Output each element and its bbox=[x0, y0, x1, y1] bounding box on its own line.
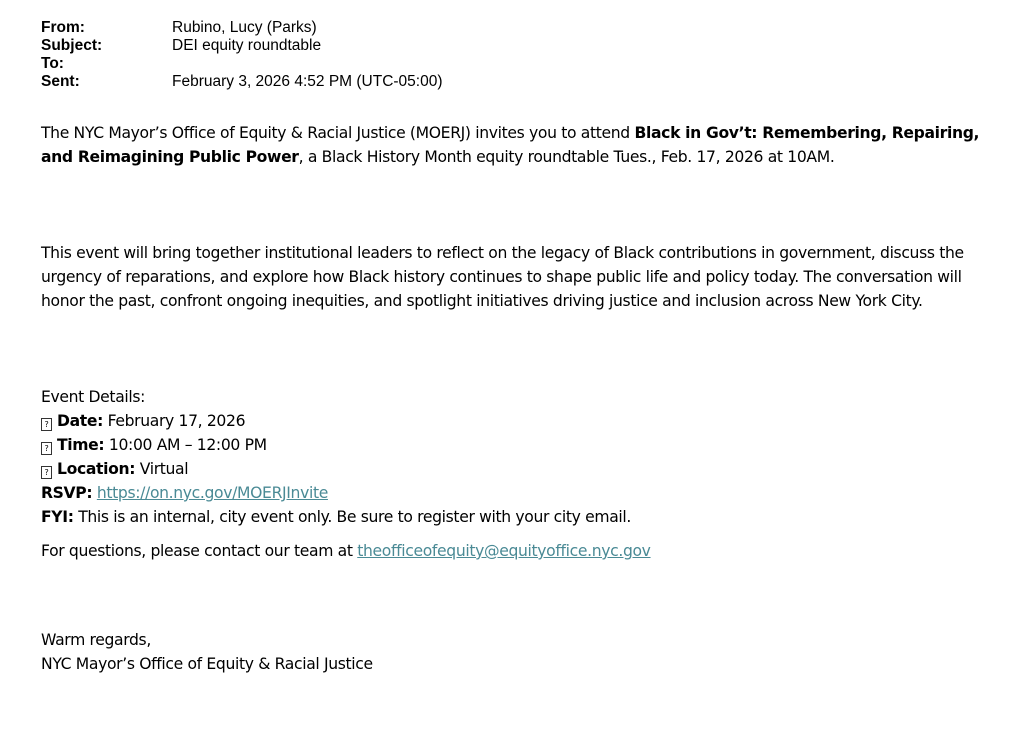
description-paragraph: This event will bring together institutional leaders to reflect on the legacy of Black contributions in government, discuss the urgency of reparations, and explore how Black history continues to shape public life and policy today. The conversation will honor the past, confront ongoing inequities, and spotlight initiatives driving justice and inclusion across New York City. bbox=[41, 244, 964, 310]
subject-label: Subject: bbox=[41, 37, 103, 54]
intro-post: , a Black History Month equity roundtable Tues., Feb. 17, 2026 at 10AM. bbox=[298, 148, 835, 166]
sent-row bbox=[41, 73, 443, 91]
details-heading: Event Details: bbox=[41, 388, 146, 406]
intro-paragraph bbox=[41, 121, 1001, 169]
fyi-row bbox=[41, 505, 1001, 529]
from-label: From: bbox=[41, 19, 85, 36]
intro-pre: The NYC Mayor’s Office of Equity & Racial Justice (MOERJ) invites you to attend bbox=[41, 124, 635, 142]
time-row bbox=[41, 433, 1001, 457]
subject-value: DEI equity roundtable bbox=[172, 37, 322, 54]
location-label: Location: bbox=[57, 460, 136, 478]
location-row bbox=[41, 457, 1001, 481]
clock-icon: ? bbox=[41, 442, 52, 455]
sent-label: Sent: bbox=[41, 73, 80, 90]
rsvp-label: RSVP: bbox=[41, 484, 93, 502]
closing-signature: NYC Mayor’s Office of Equity & Racial Justice bbox=[41, 655, 373, 673]
date-label: Date: bbox=[57, 412, 103, 430]
time-value: 10:00 AM – 12:00 PM bbox=[104, 436, 267, 454]
fyi-value: This is an internal, city event only. Be sure to register with your city email. bbox=[73, 508, 631, 526]
date-row bbox=[41, 409, 1001, 433]
email-header bbox=[41, 19, 443, 91]
location-value: Virtual bbox=[135, 460, 189, 478]
date-value: February 17, 2026 bbox=[102, 412, 246, 430]
location-pin-icon: ? bbox=[41, 466, 52, 479]
time-label: Time: bbox=[57, 436, 105, 454]
sent-value: February 3, 2026 4:52 PM (UTC-05:00) bbox=[172, 73, 443, 90]
questions-paragraph bbox=[41, 539, 1001, 563]
event-title: Black in Gov’t: Remembering, Repairing, and Reimagining Public Power bbox=[41, 124, 980, 166]
from-value: Rubino, Lucy (Parks) bbox=[172, 19, 317, 36]
subject-row bbox=[41, 37, 443, 55]
to-row bbox=[41, 55, 443, 73]
event-details bbox=[41, 385, 1001, 529]
questions-pre: For questions, please contact our team at bbox=[41, 542, 358, 560]
rsvp-link[interactable]: https://on.nyc.gov/MOERJInvite bbox=[96, 484, 328, 502]
fyi-label: FYI: bbox=[41, 508, 74, 526]
email-body bbox=[41, 121, 1001, 676]
to-label: To: bbox=[41, 55, 64, 72]
closing-salutation: Warm regards, bbox=[41, 631, 151, 649]
closing bbox=[41, 628, 1001, 676]
from-row bbox=[41, 19, 443, 37]
rsvp-row bbox=[41, 481, 1001, 505]
contact-email-link[interactable]: theofficeofequity@equityoffice.nyc.gov bbox=[357, 542, 651, 560]
calendar-icon: ? bbox=[41, 418, 52, 431]
